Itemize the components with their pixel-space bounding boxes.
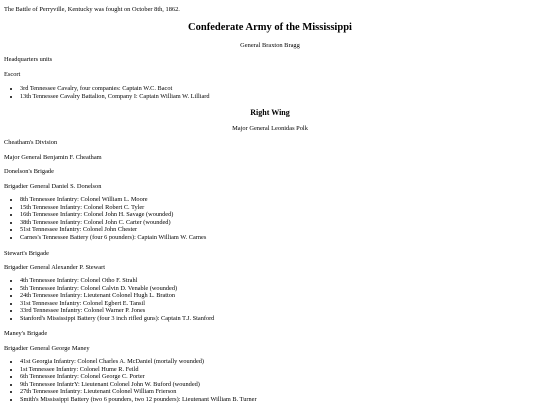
division-name: Cheatham's Division — [4, 139, 58, 146]
right-wing-title: Right Wing — [250, 108, 290, 117]
list-item: • 4th Tennessee Infantry: Colonel Otho F. Strahl — [20, 277, 214, 285]
list-item: • 3rd Tennessee Cavalry, four companies: Captain W.C. Bacot — [20, 85, 210, 93]
brigade-unit-list — [0, 277, 214, 322]
list-item: • 33rd Tennessee Infantry: Colonel Warner P. Jones — [20, 307, 214, 315]
brigade-unit-list — [0, 358, 257, 403]
list-item: • 16th Tennessee Infantry: Colonel John H. Savage (wounded) — [20, 211, 206, 219]
list-item: • 27th Tennessee Infantry: Lieutenant Colonel William Frierson — [20, 388, 257, 396]
brigade-unit-list — [0, 196, 206, 241]
list-item: • 6th Tennessee Infantry: Colonel George C. Porter — [20, 373, 257, 381]
brigade-name: Donelson's Brigade — [4, 168, 54, 175]
right-wing-commander: Major General Leonidas Polk — [232, 125, 308, 132]
list-item: • 5th Tennessee Infantry: Colonel Calvin D. Venable (wounded) — [20, 285, 214, 293]
list-item: • 13th Tennessee Cavalry Battalion, Company I: Captain William W. Lilliard — [20, 93, 210, 101]
army-commander: General Braxton Bragg — [240, 42, 300, 49]
brigade-commander: Brigadier General George Maney — [4, 345, 90, 352]
brigade-commander: Brigadier General Alexander P. Stewart — [4, 264, 105, 271]
hq-heading: Headquarters units — [4, 56, 53, 63]
list-item: • 41st Georgia Infantry: Colonel Charles A. McDaniel (mortally wounded) — [20, 358, 257, 366]
brigade-name: Stewart's Brigade — [4, 250, 49, 257]
list-item: • 51st Tennessee Infantry: Colonel John Chester — [20, 226, 206, 234]
escort-unit-list — [0, 85, 210, 100]
escort-label: Escort — [4, 71, 21, 78]
brigade-name: Maney's Brigade — [4, 330, 48, 337]
list-item: • Carnes's Tennessee Battery (four 6 pounders): Captain William W. Carnes — [20, 234, 206, 242]
list-item: • 9th Tennessee InfantrY: Lieutenant Colonel John W. Buford (wounded) — [20, 381, 257, 389]
list-item: • Stanford's Mississippi Battery (four 3 inch rifled guns): Captain T.J. Stanford — [20, 315, 214, 323]
list-item: • Smith's Mississippi Battery (two 6 pounders, two 12 pounders): Lieutenant William B. Turner — [20, 396, 257, 404]
division-commander: Major General Benjamin F. Cheatham — [4, 154, 102, 161]
intro-text: The Battle of Perryville, Kentucky was fought on October 8th, 1862. — [4, 6, 180, 13]
list-item: • 24th Tennessee Infantry: Lieutenant Colonel Hugh L. Bratton — [20, 292, 214, 300]
army-title: Confederate Army of the Mississippi — [188, 22, 352, 33]
list-item: • 38th Tennessee Infantry: Colonel John C. Carter (wounded) — [20, 219, 206, 227]
list-item: • 15th Tennessee Infantry: Colonel Robert C. Tyler — [20, 204, 206, 212]
brigade-commander: Brigadier General Daniel S. Donelson — [4, 183, 102, 190]
list-item: • 1st Tennessee Infantry: Colonel Hume R. Feild — [20, 366, 257, 374]
list-item: • 8th Tennessee Infantry: Colonel William L. Moore — [20, 196, 206, 204]
list-item: • 31st Tennessee Infantry: Colonel Egbert E. Tansil — [20, 300, 214, 308]
